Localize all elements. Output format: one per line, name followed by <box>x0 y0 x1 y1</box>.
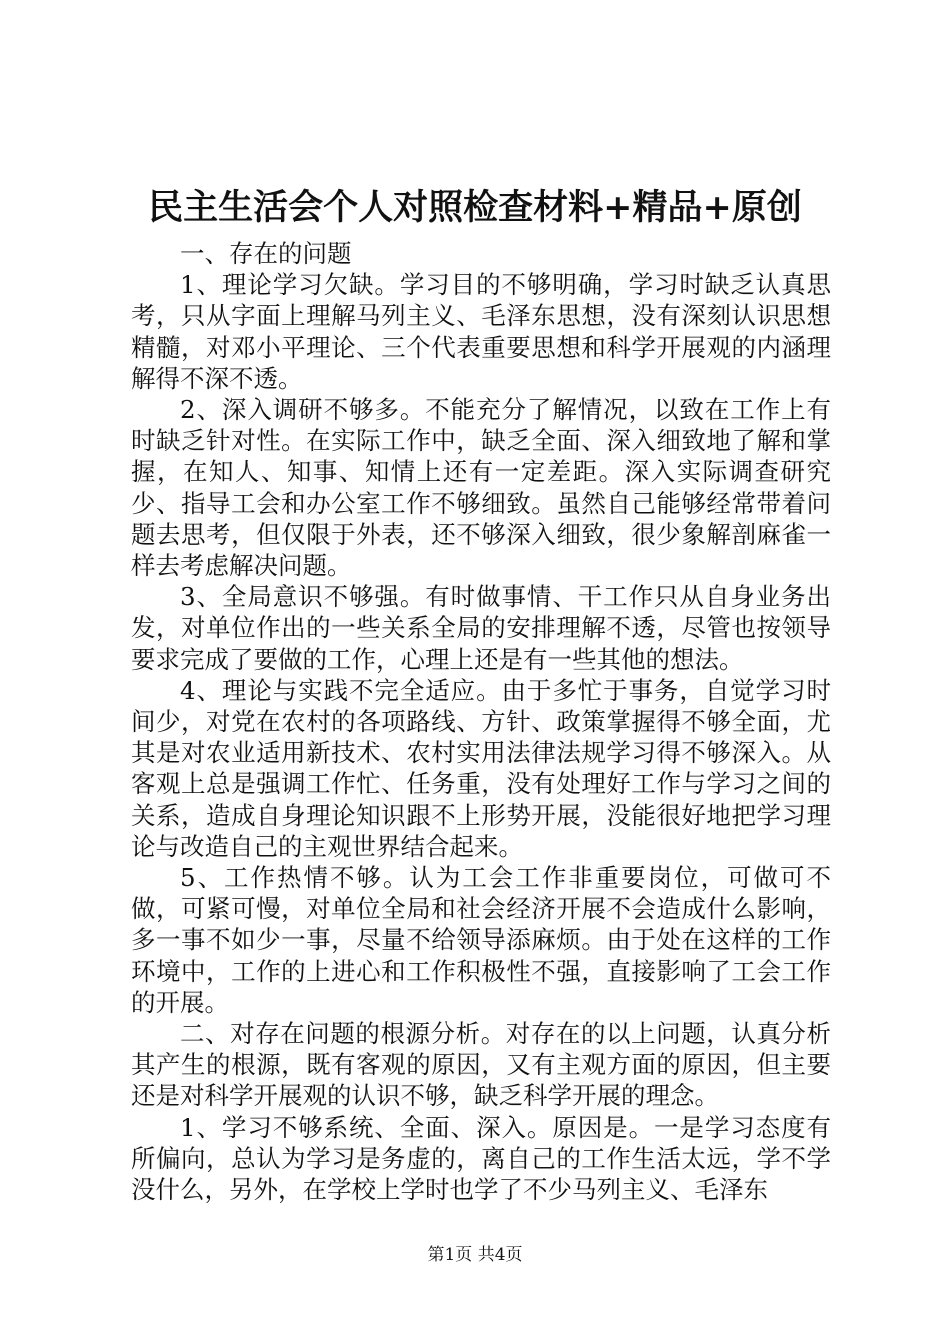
paragraph-work-enthusiasm: 5、工作热情不够。认为工会工作非重要岗位，可做可不做，可紧可慢，对单位全局和社会经济开展不会造成什么影响，多一事不如少一事，尽量不给领导添麻烦。由于处在这样的工作环境中，工作的上进心和工作积极性不强，直接影响了工会工作的开展。 <box>131 863 831 1017</box>
page-footer: 第1页 共4页 <box>427 1245 523 1265</box>
section-heading-root-cause: 二、对存在问题的根源分析。对存在的以上问题，认真分析其产生的根源，既有客观的原因，又有主观方面的原因，但主要还是对科学开展观的认识不够，缺乏科学开展的理念。 <box>131 1019 831 1111</box>
section-heading-problems: 一、存在的问题 <box>180 239 352 268</box>
paragraph-study-system: 1、学习不够系统、全面、深入。原因是。一是学习态度有所偏向，总认为学习是务虚的，离自己的工作生活太远，学不学没什么，另外，在学校上学时也学了不少马列主义、毛泽东 <box>131 1112 831 1205</box>
paragraph-theory-practice: 4、理论与实践不完全适应。由于多忙于事务，自觉学习时间少，对党在农村的各项路线、方针、政策掌握得不够全面，尤其是对农业适用新技术、农村实用法律法规学习得不够深入。从客观上总是强调工作忙、任务重，没有处理好工作与学习之间的关系，造成自身理论知识跟不上形势开展，没能很好地把学习理论与改造自己的主观世界结合起来。 <box>131 675 831 861</box>
document-title: 民主生活会个人对照检查材料+精品+原创 <box>148 187 802 228</box>
paragraph-overall-awareness: 3、全局意识不够强。有时做事情、干工作只从自身业务出发，对单位作出的一些关系全局的安排理解不透，尽管也按领导要求完成了要做的工作，心理上还是有一些其他的想法。 <box>131 582 831 674</box>
paragraph-theory-study: 1、理论学习欠缺。学习目的不够明确，学习时缺乏认真思考，只从字面上理解马列主义、毛泽东思想，没有深刻认识思想精髓，对邓小平理论、三个代表重要思想和科学开展观的内涵理解得不深不透。 <box>131 270 831 393</box>
document-body <box>131 238 831 1205</box>
paragraph-research: 2、深入调研不够多。不能充分了解情况，以致在工作上有时缺乏针对性。在实际工作中，缺乏全面、深入细致地了解和掌握，在知人、知事、知情上还有一定差距。深入实际调查研究少、指导工会和办公室工作不够细致。虽然自己能够经常带着问题去思考，但仅限于外表，还不够深入细致，很少象解剖麻雀一样去考虑解决问题。 <box>131 395 831 581</box>
